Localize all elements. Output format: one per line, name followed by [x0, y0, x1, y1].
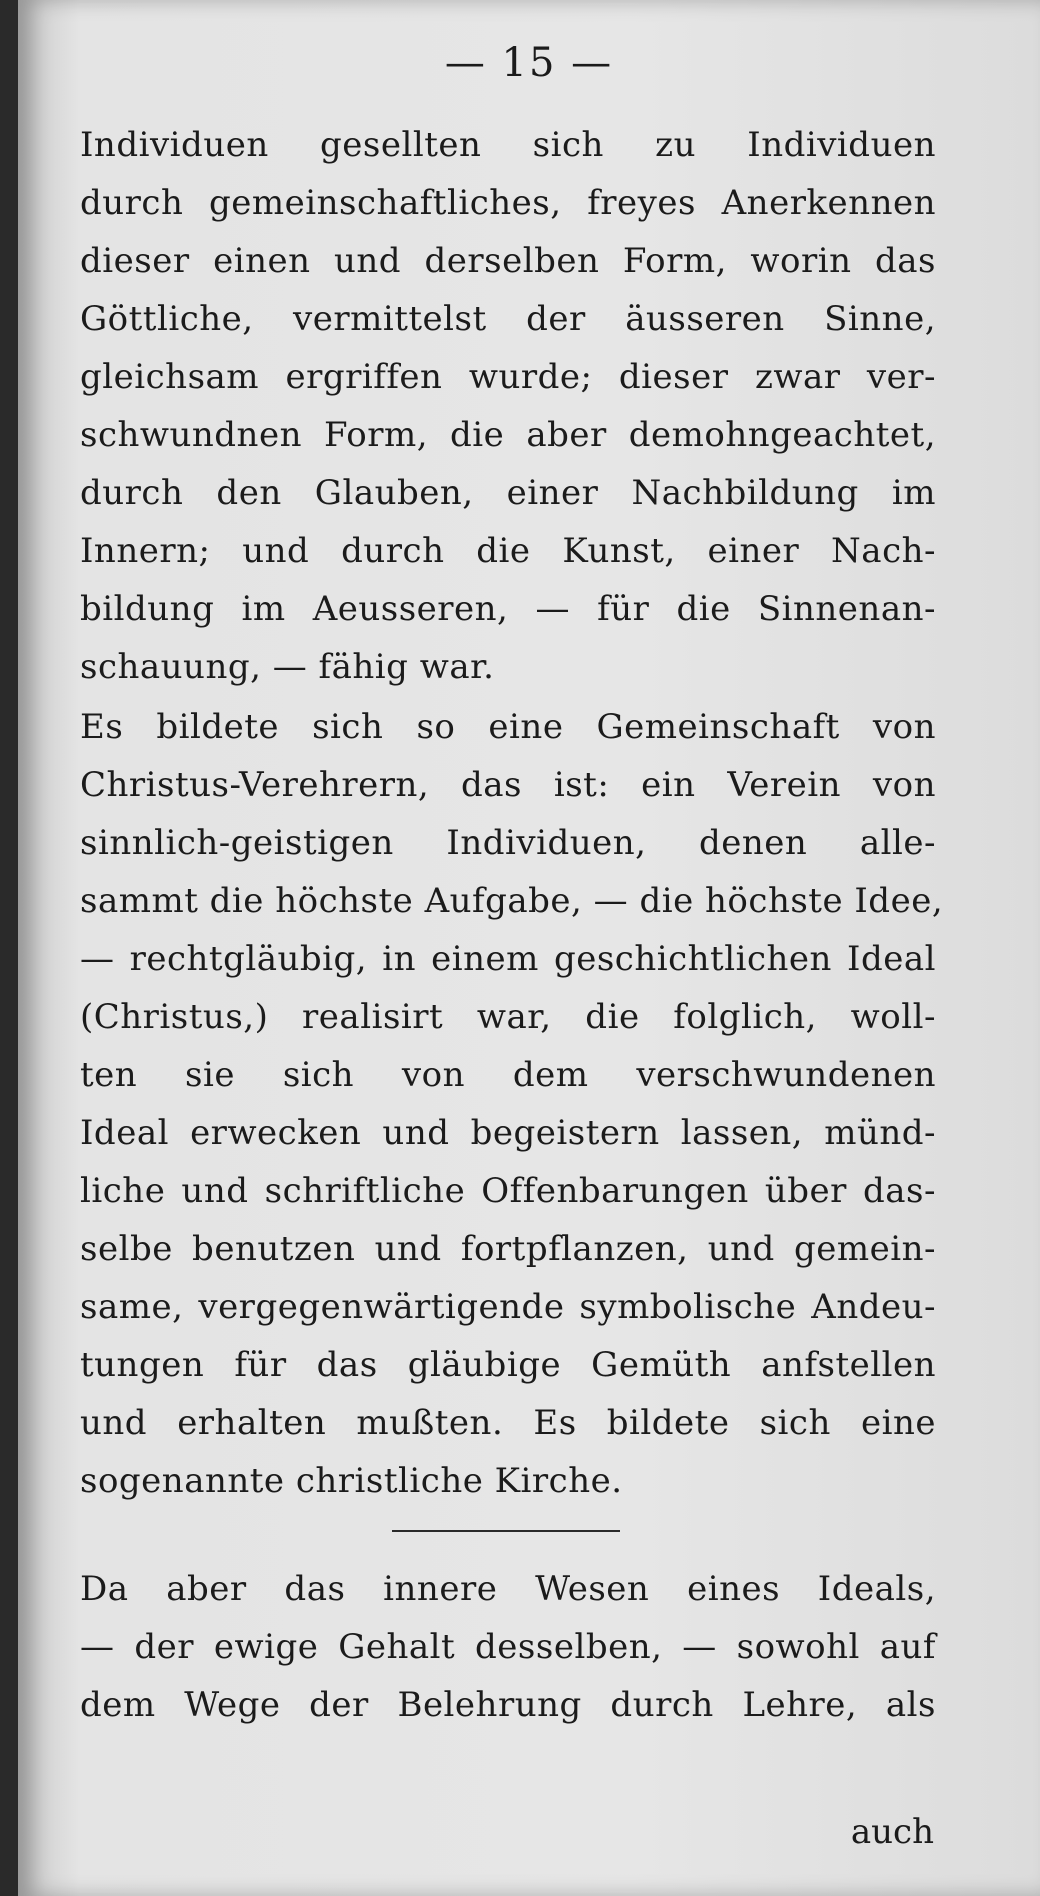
- text-line: ten sie sich von dem verschwundenen: [80, 1055, 936, 1095]
- paragraph-1: [80, 116, 936, 696]
- text-line: sogenannte christliche Kirche.: [80, 1461, 623, 1501]
- text-line: liche und schriftliche Offenbarungen über das-: [80, 1171, 936, 1211]
- paragraph-2: [80, 698, 944, 1510]
- text-line: bildung im Aeusseren, — für die Sinnenan-: [80, 589, 936, 629]
- text-line: dem Wege der Belehrung durch Lehre, als: [80, 1685, 936, 1725]
- text-line: tungen für das gläubige Gemüth anfstellen: [80, 1345, 936, 1385]
- text-line: sinnlich-geistigen Individuen, denen alle-: [80, 823, 936, 863]
- text-line: schauung, — fähig war.: [80, 647, 495, 687]
- section-divider: [392, 1530, 620, 1532]
- book-page: [18, 0, 1040, 1896]
- text-line: Individuen gesellten sich zu Individuen: [80, 125, 936, 165]
- page-number: — 15 —: [444, 40, 614, 86]
- text-line: dieser einen und derselben Form, worin das: [80, 241, 936, 281]
- text-line: Es bildete sich so eine Gemeinschaft von: [80, 707, 936, 747]
- text-line: durch gemeinschaftliches, freyes Anerkennen: [80, 183, 936, 223]
- text-line: — rechtgläubig, in einem geschichtlichen Ideal: [80, 939, 936, 979]
- text-line: sammt die höchste Aufgabe, — die höchste Idee,: [80, 881, 944, 921]
- text-line: und erhalten mußten. Es bildete sich eine: [80, 1403, 936, 1443]
- text-line: durch den Glauben, einer Nachbildung im: [80, 473, 936, 513]
- text-line: same, vergegenwärtigende symbolische Andeu-: [80, 1287, 936, 1327]
- paragraph-3: [80, 1560, 936, 1734]
- text-line: (Christus,) realisirt war, die folglich, woll-: [80, 997, 936, 1037]
- text-line: gleichsam ergriffen wurde; dieser zwar ver-: [80, 357, 936, 397]
- text-line: Da aber das innere Wesen eines Ideals,: [80, 1569, 936, 1609]
- text-line: — der ewige Gehalt desselben, — sowohl auf: [80, 1627, 936, 1667]
- text-line: schwundnen Form, die aber demohngeachtet,: [80, 415, 936, 455]
- catchword: auch: [850, 1812, 934, 1852]
- text-line: selbe benutzen und fortpflanzen, und gemein-: [80, 1229, 936, 1269]
- text-line: Göttliche, vermittelst der äusseren Sinne,: [80, 299, 936, 339]
- text-line: Innern; und durch die Kunst, einer Nach-: [80, 531, 936, 571]
- text-line: Ideal erwecken und begeistern lassen, münd-: [80, 1113, 936, 1153]
- text-line: Christus-Verehrern, das ist: ein Verein von: [80, 765, 936, 805]
